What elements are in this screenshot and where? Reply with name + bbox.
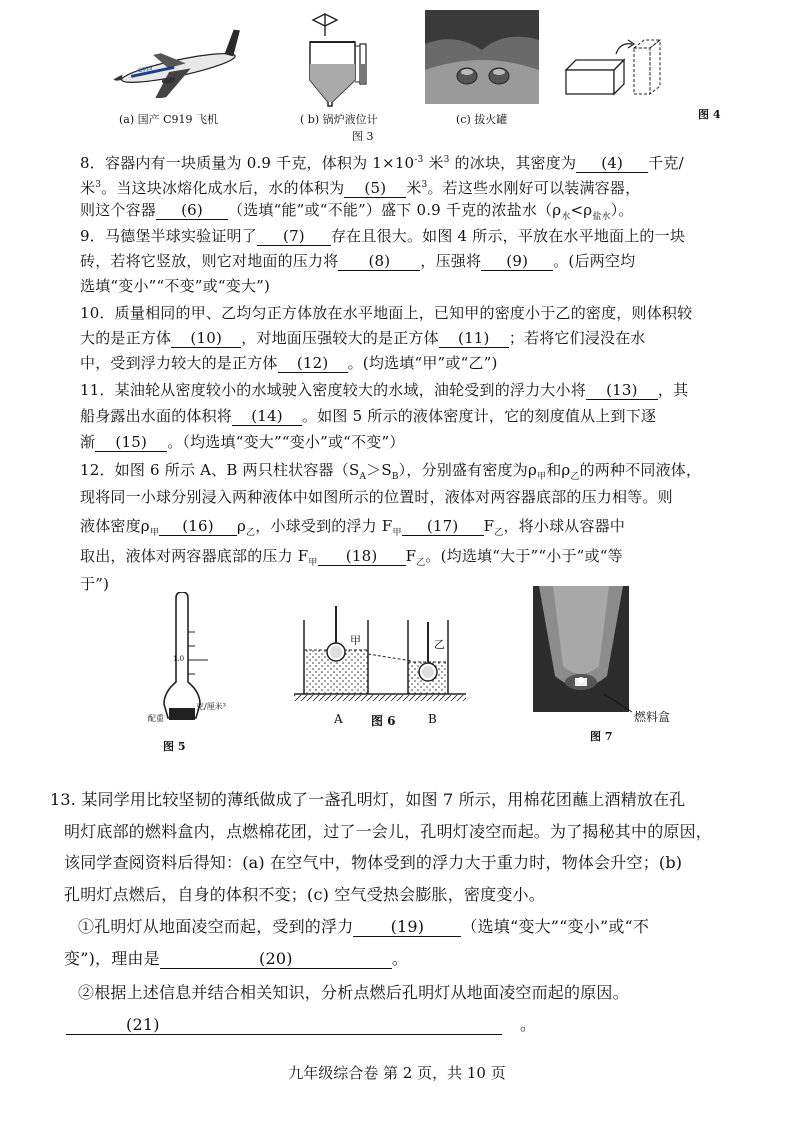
blank-14[interactable]: (14) — [232, 407, 302, 426]
q13-line1: 13. 某同学用比较坚韧的薄纸做成了一盏孔明灯，如图 7 所示，用棉花团蘸上酒精放在孔 — [50, 790, 686, 809]
q8-line3: 则这个容器 (6) （选填“能”或“不能”）盛下 0.9 千克的浓盐水$(\rho_水<\rho_{盐水})$。 — [80, 201, 634, 222]
blank-8[interactable]: (8) — [338, 252, 420, 271]
q13-line2: 明灯底部的燃料盒内，点燃棉花团，过了一会儿，孔明灯凌空而起。为了揭秘其中的原因， — [64, 822, 713, 841]
fig6-title: 图 6 — [371, 714, 396, 728]
blank-16[interactable]: (16) — [159, 517, 237, 536]
fig3-caption-b: ( b) 锅炉液位计 — [300, 113, 378, 126]
q12-line2: 现将同一小球分别浸入两种液体中如图所示的位置时，液体对两容器底部的压力相等。则 — [80, 488, 673, 506]
fig3-caption-c: (c) 拔火罐 — [456, 113, 508, 126]
blank-12[interactable]: (12) — [278, 354, 348, 373]
fig7-title: 图 7 — [590, 730, 613, 743]
label-a: A — [334, 712, 343, 726]
fig4-title: 图 4 — [698, 108, 721, 121]
q12-line5: 于”) — [80, 575, 110, 593]
q11-line2: 船身露出水面的体积将 (14) 。如图 5 所示的液体密度计，它的刻度值从上到下逐 — [80, 407, 657, 425]
hydrometer-mark: 1.0 — [173, 655, 185, 663]
q13-line6: 变”)，理由是 (20) 。 — [64, 949, 409, 968]
fig3-caption-a: (a) 国产 C919 飞机 — [119, 113, 219, 126]
q13-line8: (21) 。 — [66, 1014, 536, 1036]
blank-15[interactable]: (15) — [95, 433, 167, 452]
blank-19[interactable]: (19) — [353, 918, 461, 937]
q13-line5: ①孔明灯从地面凌空而起，受到的浮力 (19) （选填“变大”“变小”或“不 — [78, 917, 650, 936]
cupping-photo — [425, 10, 539, 104]
fig3-title: 图 3 — [352, 130, 374, 143]
q11-line3: 渐 (15) 。（均选填“变大”“变小”或“不变”） — [80, 433, 405, 451]
blank-21[interactable]: (21) — [66, 1016, 502, 1035]
blank-9[interactable]: (9) — [481, 252, 553, 271]
q13-line4: 孔明灯点燃后，自身的体积不变；(c) 空气受热会膨胀，密度变小。 — [64, 885, 545, 904]
brick-figure — [558, 36, 678, 98]
blank-18[interactable]: (18) — [318, 547, 406, 566]
q13-line7: ②根据上述信息并结合相关知识，分析点燃后孔明灯从地面凌空而起的原因。 — [78, 983, 629, 1002]
label-b: B — [428, 712, 437, 726]
blank-4[interactable]: (4) — [576, 154, 648, 173]
plane-image — [108, 28, 248, 98]
q11-line1: 11．某油轮从密度较小的水域驶入密度较大的水域，油轮受到的浮力大小将 (13) ，其 — [80, 381, 689, 399]
blank-20[interactable]: (20) — [160, 950, 392, 969]
q13-line3: 该同学查阅资料后得知：(a) 在空气中，物体受到的浮力大于重力时，物体会升空；(b) — [64, 853, 683, 872]
fuel-box-label: 燃料盒 — [634, 710, 671, 724]
blank-10[interactable]: (10) — [171, 329, 241, 348]
q12-line4: 取出，液体对两容器底部的压力 $F_甲$ (18) $F_乙$。(均选填“大于”“小于”或“等 — [80, 547, 623, 568]
blank-11[interactable]: (11) — [439, 329, 509, 348]
containers-figure — [290, 598, 470, 708]
blank-7[interactable]: (7) — [257, 227, 331, 246]
hydrometer-weight: 配重 — [148, 714, 164, 723]
boiler-gauge-image — [300, 12, 380, 108]
hydrometer-figure — [150, 592, 240, 732]
q12-line1: 12．如图 6 所示 A、B 两只柱状容器$(S_A>S_B)$，分别盛有密度为$\rho_甲$和$\rho_乙$的两种不同液体， — [80, 461, 702, 482]
fig5-title: 图 5 — [163, 740, 186, 753]
label-yi: 乙 — [434, 638, 445, 651]
blank-5[interactable]: (5) — [344, 179, 406, 198]
q10-line1: 10．质量相同的甲、乙均匀正方体放在水平地面上，已知甲的密度小于乙的密度，则体积较 — [80, 304, 693, 322]
page-footer: 九年级综合卷 第 2 页，共 10 页 — [288, 1064, 506, 1082]
plane-label: C919 — [137, 65, 153, 75]
q12-line3: 液体密度$\rho_甲$ (16) $\rho_乙$，小球受到的浮力 $F_甲$ (17) $F_乙$，将小球从容器中 — [80, 517, 626, 538]
q9-line1: 9．马德堡半球实验证明了 (7) 存在且很大。如图 4 所示，平放在水平地面上的一块 — [80, 227, 686, 245]
hydrometer-unit: 克/厘米³ — [196, 702, 226, 711]
blank-13[interactable]: (13) — [586, 381, 658, 400]
q10-line3: 中，受到浮力较大的是正方体 (12) 。(均选填“甲”或“乙”) — [80, 354, 498, 372]
q9-line2: 砖，若将它竖放，则它对地面的压力将 (8) ，压强将 (9) 。(后两空均 — [80, 252, 636, 270]
q8-line1: 8．容器内有一块质量为 0.9 千克，体积为 $1\times 10^{-3}$ 米$^3$ 的冰块，其密度为 (4) 千克/ — [80, 154, 684, 172]
q9-line3: 选填“变小”“不变”或“变大”) — [80, 277, 271, 295]
q8-line2: 米$^3$。当这块冰熔化成水后，水的体积为 (5) 米$^3$。若这些水刚好可以装满容器， — [80, 179, 641, 197]
q10-line2: 大的是正方体 (10) ，对地面压强较大的是正方体 (11) ；若将它们浸没在水 — [80, 329, 646, 347]
label-jia: 甲 — [350, 634, 361, 647]
blank-6[interactable]: (6) — [156, 201, 228, 220]
blank-17[interactable]: (17) — [402, 517, 484, 536]
